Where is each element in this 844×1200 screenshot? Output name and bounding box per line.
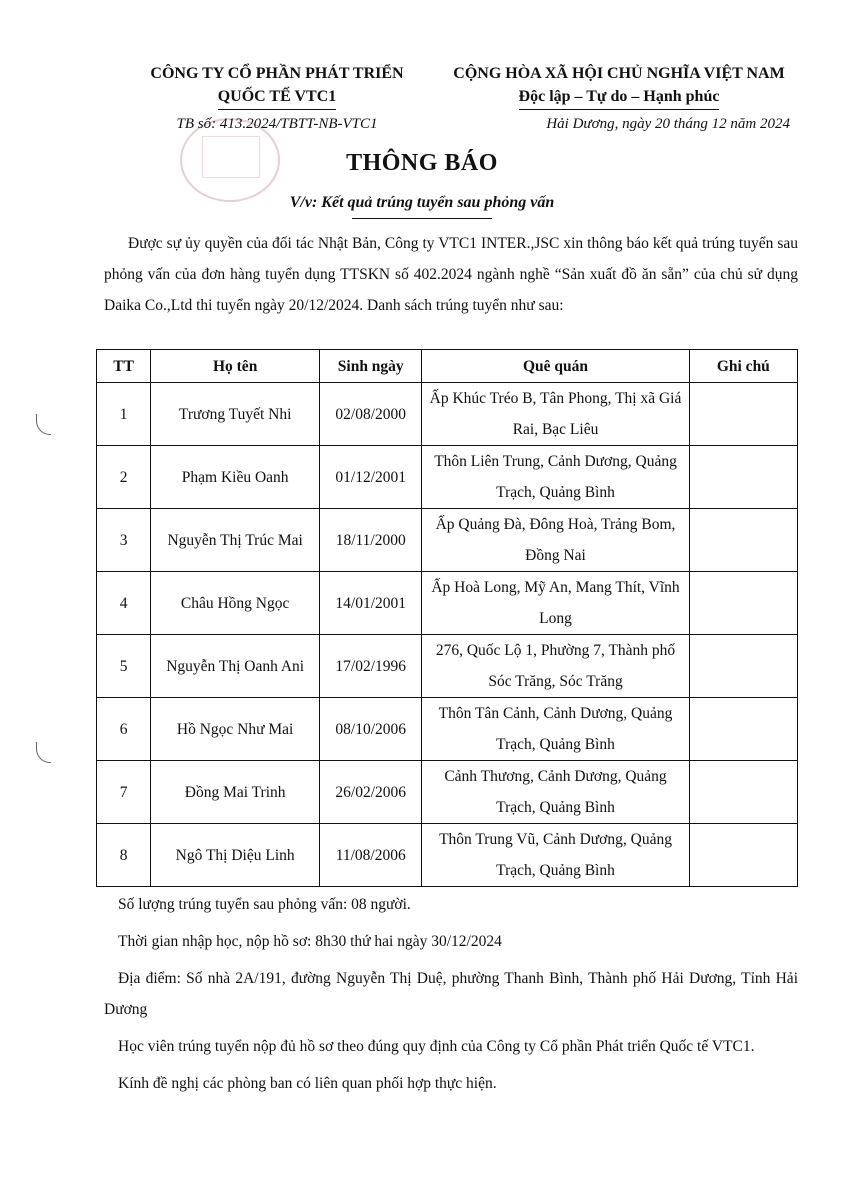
cell-note	[689, 761, 797, 824]
closing-request: Kính đề nghị các phòng ban có liên quan phối hợp thực hiện.	[118, 1075, 497, 1092]
cell-name: Châu Hồng Ngọc	[151, 572, 320, 635]
cell-dob: 08/10/2006	[320, 698, 422, 761]
page-title: THÔNG BÁO	[346, 150, 498, 176]
cell-tt: 6	[97, 698, 151, 761]
cell-tt: 4	[97, 572, 151, 635]
cell-note	[689, 635, 797, 698]
cell-dob: 14/01/2001	[320, 572, 422, 635]
header-tt: TT	[97, 350, 151, 383]
cell-hometown: Thôn Tân Cảnh, Cảnh Dương, Quảng Trạch, Quảng Bình	[422, 698, 689, 761]
cell-note	[689, 509, 797, 572]
footer-notes	[104, 889, 798, 1099]
enrollment-location: Địa điểm: Số nhà 2A/191, đường Nguyễn Thị Duệ, phường Thanh Bình, Thành phố Hải Dương, Tỉnh Hải Dương	[104, 970, 798, 1018]
accepted-count: Số lượng trúng tuyển sau phỏng vấn: 08 người.	[118, 896, 411, 913]
enrollment-schedule: Thời gian nhập học, nộp hồ sơ: 8h30 thứ hai ngày 30/12/2024	[118, 933, 502, 950]
cell-tt: 8	[97, 824, 151, 887]
cell-hometown: 276, Quốc Lộ 1, Phường 7, Thành phố Sóc Trăng, Sóc Trăng	[422, 635, 689, 698]
cell-tt: 1	[97, 383, 151, 446]
margin-scan-mark	[36, 742, 51, 763]
table-row	[97, 572, 798, 635]
cell-note	[689, 824, 797, 887]
cell-tt: 3	[97, 509, 151, 572]
cell-name: Ngô Thị Diệu Linh	[151, 824, 320, 887]
place-and-date: Hải Dương, ngày 20 tháng 12 năm 2024	[546, 116, 790, 132]
cell-dob: 18/11/2000	[320, 509, 422, 572]
table-row	[97, 383, 798, 446]
cell-tt: 7	[97, 761, 151, 824]
cell-name: Nguyễn Thị Oanh Ani	[151, 635, 320, 698]
document-requirement: Học viên trúng tuyển nộp đủ hồ sơ theo đúng quy định của Công ty Cổ phần Phát triển Quốc tế VTC1.	[118, 1038, 755, 1055]
cell-tt: 2	[97, 446, 151, 509]
cell-hometown: Thôn Trung Vũ, Cảnh Dương, Quảng Trạch, Quảng Bình	[422, 824, 689, 887]
cell-note	[689, 383, 797, 446]
table-row	[97, 509, 798, 572]
national-title: CỘNG HÒA XÃ HỘI CHỦ NGHĨA VIỆT NAM	[453, 65, 785, 82]
table-row	[97, 698, 798, 761]
cell-note	[689, 446, 797, 509]
intro-paragraph: Được sự ủy quyền của đối tác Nhật Bản, Công ty VTC1 INTER.,JSC xin thông báo kết quả trúng tuyển sau phỏng vấn của đơn hàng tuyển dụng TTSKN số 402.2024 ngành nghề “Sản xuất đồ ăn sẵn” của chủ sử dụng Daika Co.,Ltd thi tuyển ngày 20/12/2024. Danh sách trúng tuyển như sau:	[104, 235, 798, 314]
subject-divider	[352, 218, 492, 219]
national-motto: Độc lập – Tự do – Hạnh phúc	[519, 86, 720, 110]
cell-name: Đồng Mai Trinh	[151, 761, 320, 824]
company-header	[112, 62, 442, 133]
header-hometown: Quê quán	[422, 350, 689, 383]
header-note: Ghi chú	[689, 350, 797, 383]
document-number: TB số: 413.2024/TBTT-NB-VTC1	[176, 116, 378, 132]
cell-dob: 11/08/2006	[320, 824, 422, 887]
cell-hometown: Cảnh Thương, Cảnh Dương, Quảng Trạch, Quảng Bình	[422, 761, 689, 824]
company-name-line1: CÔNG TY CỔ PHẦN PHÁT TRIỂN	[150, 65, 404, 82]
table-header-row	[97, 350, 798, 383]
table-row	[97, 761, 798, 824]
cell-name: Phạm Kiều Oanh	[151, 446, 320, 509]
table-row	[97, 824, 798, 887]
margin-scan-mark	[36, 414, 51, 435]
cell-name: Hồ Ngọc Như Mai	[151, 698, 320, 761]
cell-tt: 5	[97, 635, 151, 698]
header-dob: Sinh ngày	[320, 350, 422, 383]
cell-dob: 26/02/2006	[320, 761, 422, 824]
cell-dob: 02/08/2000	[320, 383, 422, 446]
cell-hometown: Ấp Khúc Tréo B, Tân Phong, Thị xã Giá Rai, Bạc Liêu	[422, 383, 689, 446]
header-name: Họ tên	[151, 350, 320, 383]
results-table	[96, 349, 798, 887]
cell-note	[689, 572, 797, 635]
cell-hometown: Ấp Hoà Long, Mỹ An, Mang Thít, Vĩnh Long	[422, 572, 689, 635]
cell-note	[689, 698, 797, 761]
table-row	[97, 446, 798, 509]
cell-dob: 17/02/1996	[320, 635, 422, 698]
cell-name: Nguyễn Thị Trúc Mai	[151, 509, 320, 572]
table-row	[97, 635, 798, 698]
cell-hometown: Thôn Liên Trung, Cảnh Dương, Quảng Trạch, Quảng Bình	[422, 446, 689, 509]
company-name-line2: QUỐC TẾ VTC1	[218, 86, 337, 110]
cell-hometown: Ấp Quảng Đà, Đông Hoà, Trảng Bom, Đồng Nai	[422, 509, 689, 572]
cell-name: Trương Tuyết Nhi	[151, 383, 320, 446]
national-header	[434, 62, 804, 133]
document-subject: V/v: Kết quả trúng tuyển sau phỏng vấn	[289, 194, 555, 211]
cell-dob: 01/12/2001	[320, 446, 422, 509]
